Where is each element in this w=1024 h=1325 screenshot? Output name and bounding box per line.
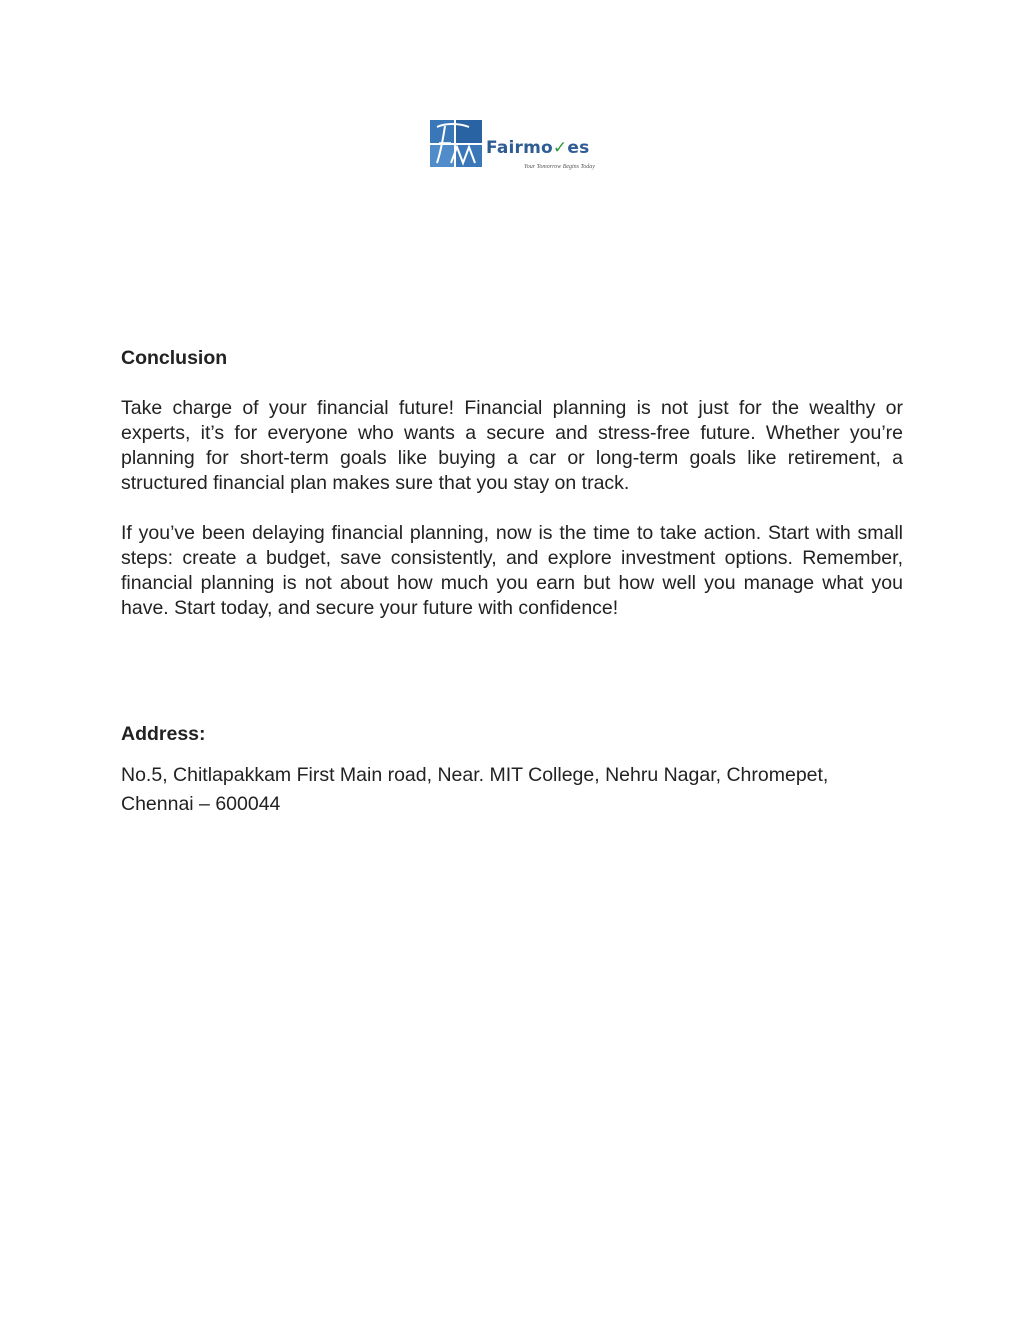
fm-monogram-icon xyxy=(429,119,483,168)
checkmark-icon: ✓ xyxy=(552,138,568,158)
logo-wordmark-end: es xyxy=(567,138,590,158)
conclusion-paragraph-1: Take charge of your financial future! Financial planning is not just for the wealthy or experts, it’s for everyone who wants a secure and stress-free future. Whether you’re planning for short-term goals like buying a car or long-term goals like retirement, a structured financial plan makes sure that you stay on track. xyxy=(121,397,903,494)
address-heading: Address: xyxy=(121,723,206,745)
conclusion-paragraph-2: If you’ve been delaying financial planning, now is the time to take action. Start with small steps: create a budget, save consistently, and explore investment options. Remember, financial planning is not about how much you earn but how well you manage what you have. Start today, and secure your future with confidence! xyxy=(121,522,903,619)
company-logo xyxy=(429,119,599,175)
conclusion-section xyxy=(121,346,903,621)
address-line-2: Chennai – 600044 xyxy=(121,793,281,815)
logo-tagline: Your Tomorrow Begins Today xyxy=(524,164,595,170)
address-text xyxy=(121,761,921,819)
logo-wordmark xyxy=(486,140,589,157)
conclusion-heading: Conclusion xyxy=(121,347,228,369)
address-line-1: No.5, Chitlapakkam First Main road, Near. MIT College, Nehru Nagar, Chromepet, xyxy=(121,764,829,786)
logo-wordmark-start: Fairmo xyxy=(486,138,553,158)
